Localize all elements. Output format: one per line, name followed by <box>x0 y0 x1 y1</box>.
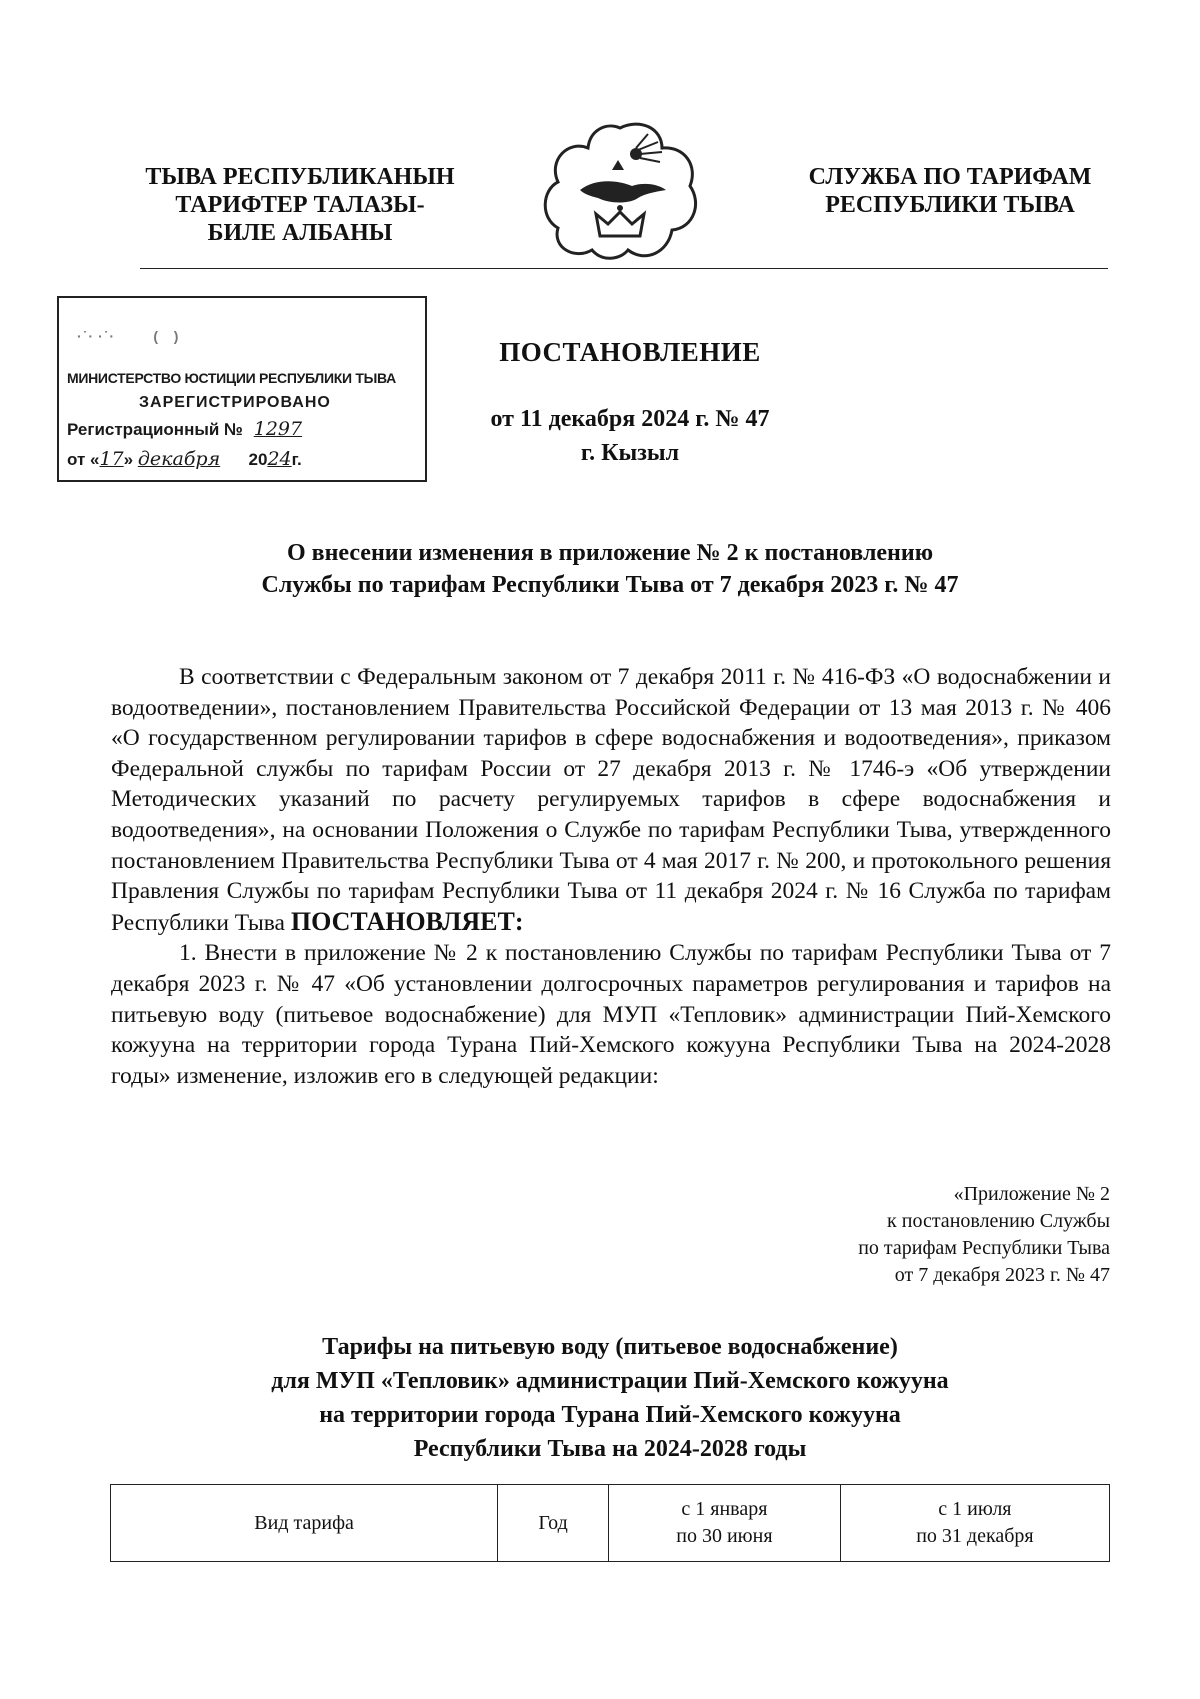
table-header-year: Год <box>498 1485 609 1562</box>
header-russian-title <box>780 163 1120 219</box>
header-right-line: СЛУЖБА ПО ТАРИФАМ <box>808 164 1092 190</box>
header-divider <box>140 268 1108 269</box>
stamp-date-day: 17 <box>99 448 124 470</box>
tuva-coat-of-arms-icon <box>540 118 700 268</box>
appendix-line: к постановлению Службы <box>887 1210 1110 1232</box>
tariff-table <box>110 1484 1110 1562</box>
subject-line: Службы по тарифам Республики Тыва от 7 декабря 2023 г. № 47 <box>261 572 959 598</box>
stamp-registered: ЗАРЕГИСТРИРОВАНО <box>139 394 331 411</box>
stamp-seal-scribble: ·˙∙ ·˙∙ ( ) <box>77 328 180 344</box>
table-header-first-half <box>608 1485 840 1562</box>
document-type: ПОСТАНОВЛЕНИЕ <box>499 337 761 367</box>
appendix-line: от 7 декабря 2023 г. № 47 <box>894 1264 1110 1286</box>
header-cell-line: по 30 июня <box>676 1525 773 1547</box>
appendix-line: «Приложение № 2 <box>953 1183 1110 1205</box>
tariff-title-line: на территории города Турана Пий-Хемского кожууна <box>319 1402 901 1428</box>
stamp-date-mid: » <box>123 450 134 469</box>
header-tuvan-title <box>130 163 470 247</box>
header-right-line: РЕСПУБЛИКИ ТЫВА <box>825 192 1075 218</box>
registration-stamp <box>57 296 427 482</box>
stamp-date-month: декабря <box>137 448 221 470</box>
stamp-year-prefix: 20 <box>248 450 268 469</box>
appendix-reference <box>720 1181 1110 1289</box>
table-header-tariff-type: Вид тарифа <box>111 1485 498 1562</box>
stamp-reg-label: Регистрационный № <box>67 420 243 439</box>
header-left-line: ТЫВА РЕСПУБЛИКАНЫН <box>145 164 455 190</box>
stamp-ministry: МИНИСТЕРСТВО ЮСТИЦИИ РЕСПУБЛИКИ ТЫВА <box>67 370 396 386</box>
tariff-title-line: Тарифы на питьевую воду (питьевое водоснабжение) <box>322 1334 898 1360</box>
header-cell-line: с 1 января <box>681 1498 768 1520</box>
preamble-text: В соответствии с Федеральным законом от 7 декабря 2011 г. № 416-ФЗ «О водоснабжении и водоотведении», постановлением Правительства Российской Федерации от 13 мая 2013 г. № 406 «О государственном регулировании тарифов в сфере водоснабжения и водоотведения», приказом Федеральной службы по тарифам России от 27 декабря 2013 г. № 1746-э «Об утверждении Методических указаний по расчету регулируемых тарифов в сфере водоснабжения и водоотведения», на основании Положения о Службе по тарифам Республики Тыва, утвержденного постановлением Правительства Республики Тыва от 4 мая 2017 г. № 200, и протокольного решения Правления Службы по тарифам Республики Тыва от 11 декабря 2024 г. № 16 Служба по тарифам Республики Тыва <box>111 664 1111 936</box>
stamp-registration-number <box>67 418 308 440</box>
decree-word: ПОСТАНОВЛЯЕТ: <box>290 906 524 936</box>
document-subject <box>110 537 1110 601</box>
tariff-title-line: для МУП «Тепловик» администрации Пий-Хемского кожууна <box>271 1368 949 1394</box>
stamp-reg-number: 1297 <box>253 418 303 440</box>
tariff-title-line: Республики Тыва на 2024-2028 годы <box>413 1436 807 1462</box>
subject-line: О внесении изменения в приложение № 2 к постановлению <box>286 540 934 566</box>
stamp-date-prefix: от « <box>67 450 100 469</box>
appendix-line: по тарифам Республики Тыва <box>858 1237 1110 1259</box>
stamp-date-suffix: г. <box>291 450 302 469</box>
document-body <box>111 662 1111 1091</box>
body-paragraph-item-1: 1. Внести в приложение № 2 к постановлению Службы по тарифам Республики Тыва от 7 декабря 2023 г. № 47 «Об установлении долгосрочных параметров регулирования и тарифов на питьевую воду (питьевое водоснабжение) для МУП «Тепловик» администрации Пий-Хемского кожууна на территории города Турана Пий-Хемского кожууна Республики Тыва на 2024-2028 годы» изменение, изложив его в следующей редакции: <box>111 940 1111 1089</box>
tariff-title <box>110 1330 1110 1466</box>
header-cell-line: с 1 июля <box>938 1498 1012 1520</box>
table-header-row <box>111 1485 1110 1562</box>
header-left-line: БИЛЕ АЛБАНЫ <box>207 220 393 246</box>
header-left-line: ТАРИФТЕР ТАЛАЗЫ- <box>175 192 425 218</box>
body-paragraph-preamble <box>111 662 1111 938</box>
stamp-date-year: 24 <box>267 448 292 470</box>
table-header-second-half <box>840 1485 1109 1562</box>
stamp-date <box>67 448 302 470</box>
document-city: г. Кызыл <box>580 440 680 466</box>
document-date-number: от 11 декабря 2024 г. № 47 <box>490 406 770 432</box>
header-cell-line: по 31 декабря <box>916 1525 1034 1547</box>
